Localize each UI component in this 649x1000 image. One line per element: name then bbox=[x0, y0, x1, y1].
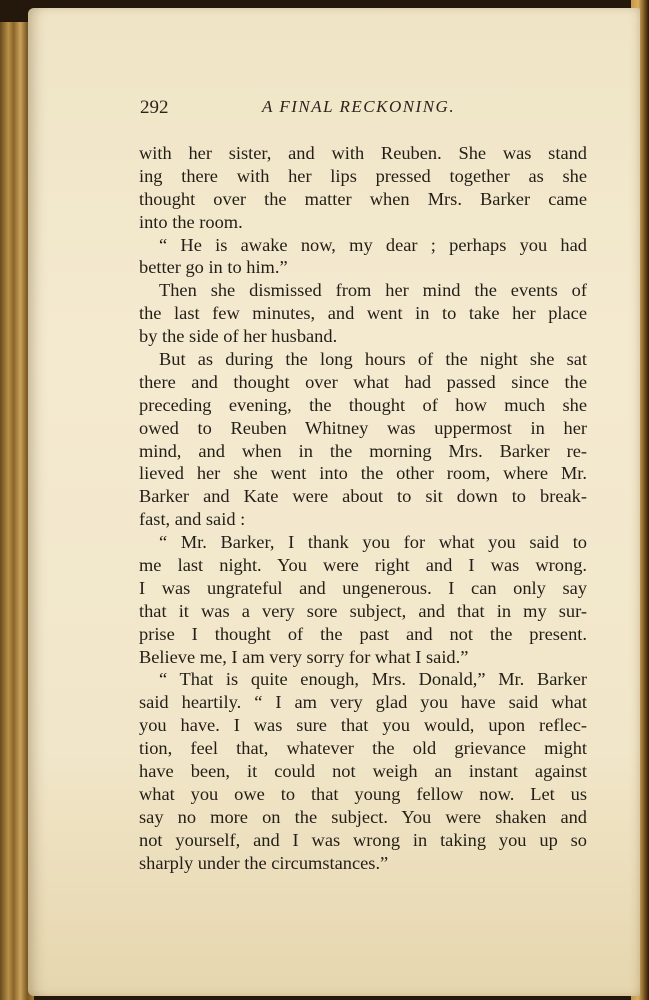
text-line: “ That is quite enough, Mrs. Donald,” Mr. Barker bbox=[159, 669, 587, 690]
text-line: there and thought over what had passed since the bbox=[139, 371, 587, 392]
text-line: said heartily. “ I am very glad you have said what bbox=[139, 692, 587, 713]
text-line: not yourself, and I was wrong in taking you up so bbox=[139, 829, 587, 850]
page-header bbox=[140, 97, 600, 125]
text-line: sharply under the circumstances.” bbox=[139, 852, 389, 873]
text-line: you have. I was sure that you would, upon reflec- bbox=[139, 715, 587, 736]
page-number: 292 bbox=[140, 97, 169, 118]
text-line: by the side of her husband. bbox=[139, 326, 338, 347]
text-line: “ Mr. Barker, I thank you for what you said to bbox=[159, 532, 587, 553]
text-line: thought over the matter when Mrs. Barker came bbox=[139, 188, 587, 209]
text-line: say no more on the subject. You were shaken and bbox=[139, 806, 587, 827]
text-line: the last few minutes, and went in to take her place bbox=[139, 303, 587, 324]
text-line: “ He is awake now, my dear ; perhaps you had bbox=[159, 234, 587, 255]
text-line: Then she dismissed from her mind the events of bbox=[159, 280, 587, 301]
text-line: lieved her she went into the other room, where Mr. bbox=[139, 463, 587, 484]
text-line: Believe me, I am very sorry for what I said.” bbox=[139, 646, 469, 667]
text-line: owed to Reuben Whitney was uppermost in her bbox=[139, 417, 587, 438]
text-line: I was ungrateful and ungenerous. I can only say bbox=[139, 577, 587, 598]
text-line: into the room. bbox=[139, 211, 243, 232]
text-line: But as during the long hours of the night she sat bbox=[159, 349, 587, 370]
text-line: preceding evening, the thought of how much she bbox=[139, 394, 587, 415]
text-line: fast, and said : bbox=[139, 509, 246, 530]
running-head: A FINAL RECKONING. bbox=[262, 97, 456, 116]
text-line: tion, feel that, whatever the old grievance might bbox=[139, 738, 587, 759]
text-line: prise I thought of the past and not the present. bbox=[139, 623, 587, 644]
text-line: me last night. You were right and I was wrong. bbox=[139, 555, 587, 576]
text-line: have been, it could not weigh an instant against bbox=[139, 761, 587, 782]
text-line: with her sister, and with Reuben. She was stand bbox=[139, 143, 587, 163]
text-line: Barker and Kate were about to sit down to break- bbox=[139, 486, 587, 507]
body-text bbox=[139, 142, 587, 875]
text-line: better go in to him.” bbox=[139, 257, 288, 278]
text-line: that it was a very sore subject, and that in my sur- bbox=[139, 600, 587, 621]
text-line: what you owe to that young fellow now. Let us bbox=[139, 783, 587, 804]
text-line: ing there with her lips pressed together as she bbox=[139, 165, 587, 186]
text-line: mind, and when in the morning Mrs. Barker re- bbox=[139, 440, 587, 461]
